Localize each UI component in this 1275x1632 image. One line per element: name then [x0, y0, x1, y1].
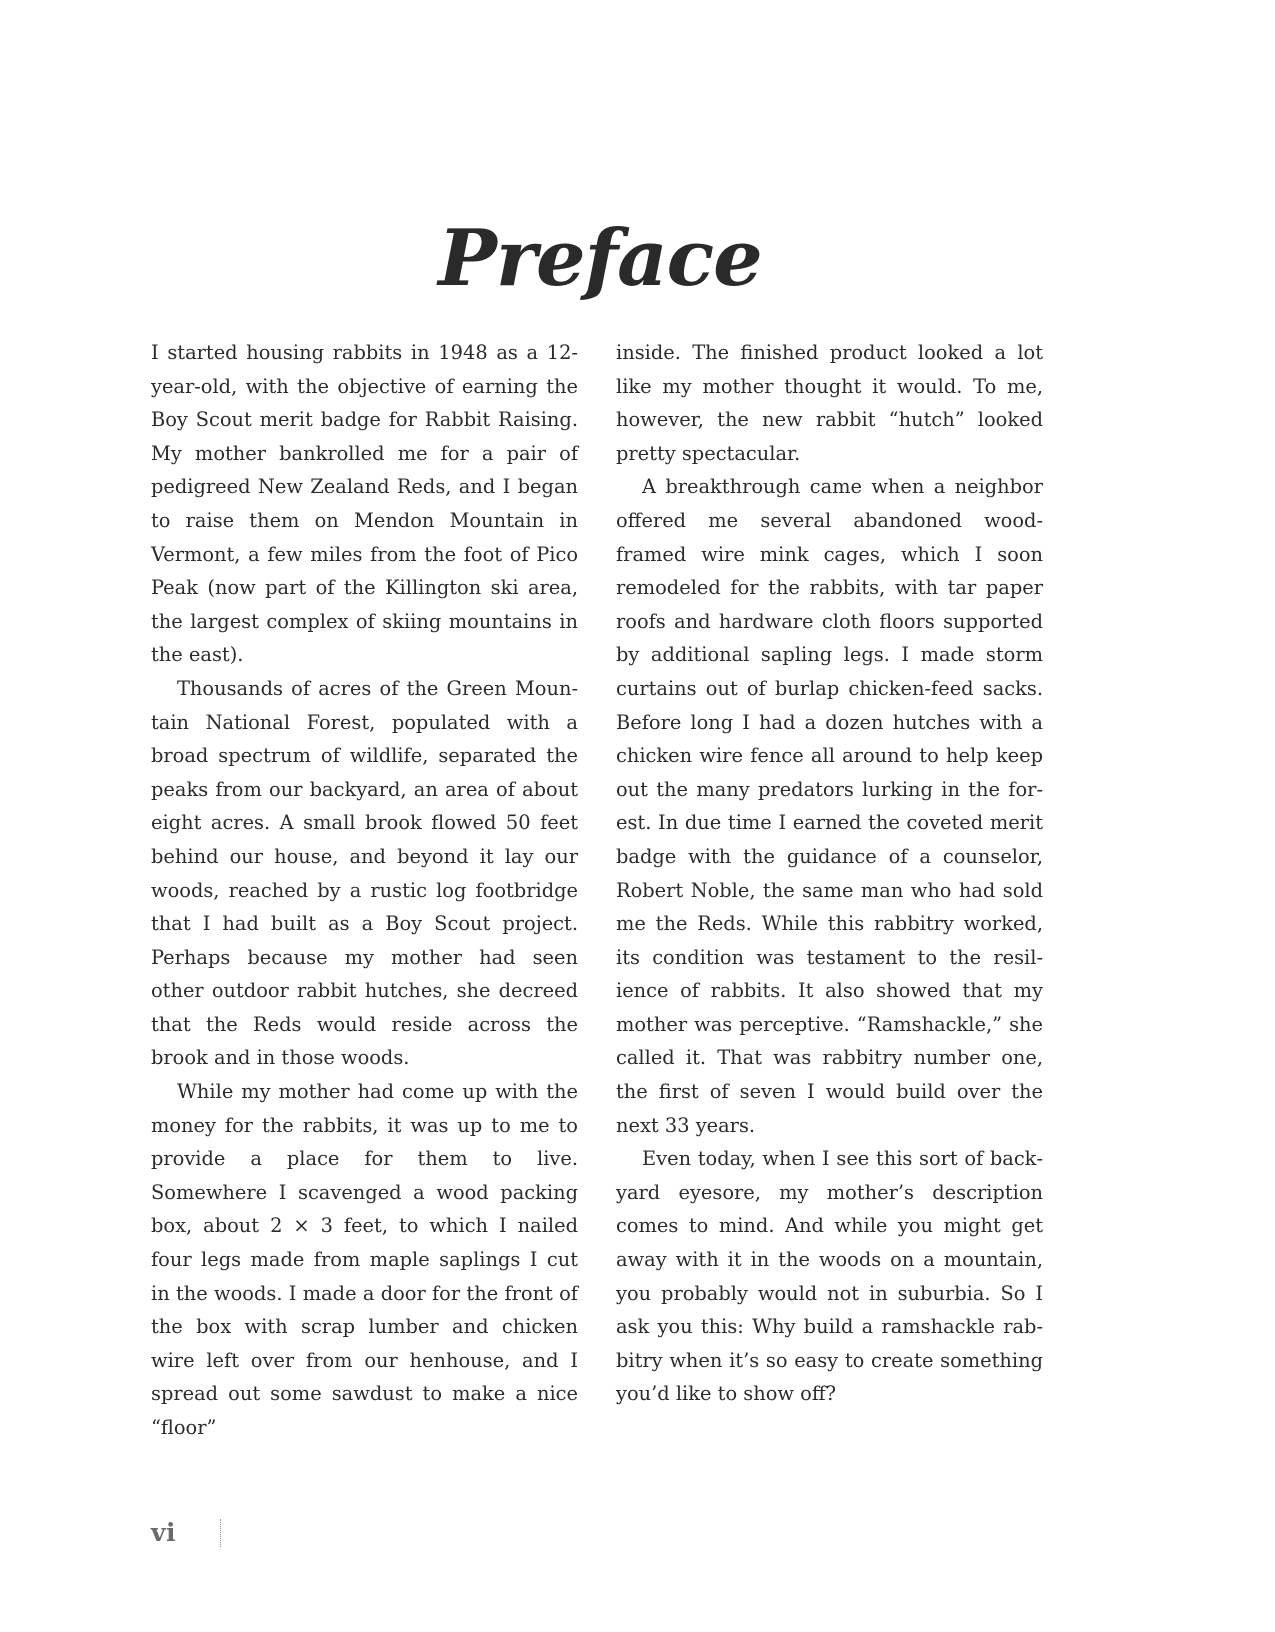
footer-divider [220, 1519, 221, 1547]
page-title: Preface [438, 213, 762, 305]
body-columns [151, 336, 1043, 1445]
paragraph: A breakthrough came when a neighbor offered me several abandoned wood-framed wire mink cages, which I soon remodeled for the rabbits, with tar paper roofs and hardware cloth floors supported by additional sapling legs. I made storm curtains out of burlap chicken-feed sacks. Before long I had a dozen hutches with a chicken wire fence all around to help keep out the many predators lurking in the forest. In due time I earned the coveted merit badge with the guidance of a counselor, Robert Noble, the same man who had sold me the Reds. While this rabbitry worked, its condition was testament to the resilience of rabbits. It also showed that my mother was perceptive. “Ramshackle,” she called it. That was rabbitry number one, the first of seven I would build over the next 33 years. [616, 475, 1043, 1137]
paragraph: I started housing rabbits in 1948 as a 12-year-old, with the objective of earning the Boy Scout merit badge for Rabbit Raising. My mother bankrolled me for a pair of pedigreed New Zealand Reds, and I began to raise them on Mendon Mountain in Vermont, a few miles from the foot of Pico Peak (now part of the Killington ski area, the largest complex of skiing mountains in the east). [151, 341, 578, 667]
paragraph: Thousands of acres of the Green Mountain National Forest, populated with a broad spectrum of wildlife, separated the peaks from our backyard, an area of about eight acres. A small brook flowed 50 feet behind our house, and beyond it lay our woods, reached by a rustic log footbridge that I had built as a Boy Scout project. Perhaps because my mother had seen other outdoor rabbit hutches, she decreed that the Reds would reside across the brook and in those woods. [151, 676, 578, 1070]
paragraph-continued: inside. The finished product looked a lot like my mother thought it would. To me, however, the new rabbit “hutch” looked pretty spectacular. [616, 341, 1043, 465]
paragraph: While my mother had come up with the money for the rabbits, it was up to me to provide a place for them to live. Somewhere I scavenged a wood packing box, about 2 × 3 feet, to which I nailed four legs made from maple saplings I cut in the woods. I made a door for the front of the box with scrap lumber and chicken wire left over from our henhouse, and I spread out some sawdust to make a nice “floor” [151, 1080, 578, 1439]
page-footer [151, 1518, 221, 1547]
right-column [616, 336, 1043, 1445]
page-number: vi [151, 1518, 177, 1547]
paragraph: Even today, when I see this sort of backyard eyesore, my mother’s description comes to mind. And while you might get away with it in the woods on a mountain, you probably would not in suburbia. So I ask you this: Why build a ramshackle rabbitry when it’s so easy to create something you’d like to show off? [616, 1147, 1043, 1406]
left-column [151, 336, 578, 1445]
